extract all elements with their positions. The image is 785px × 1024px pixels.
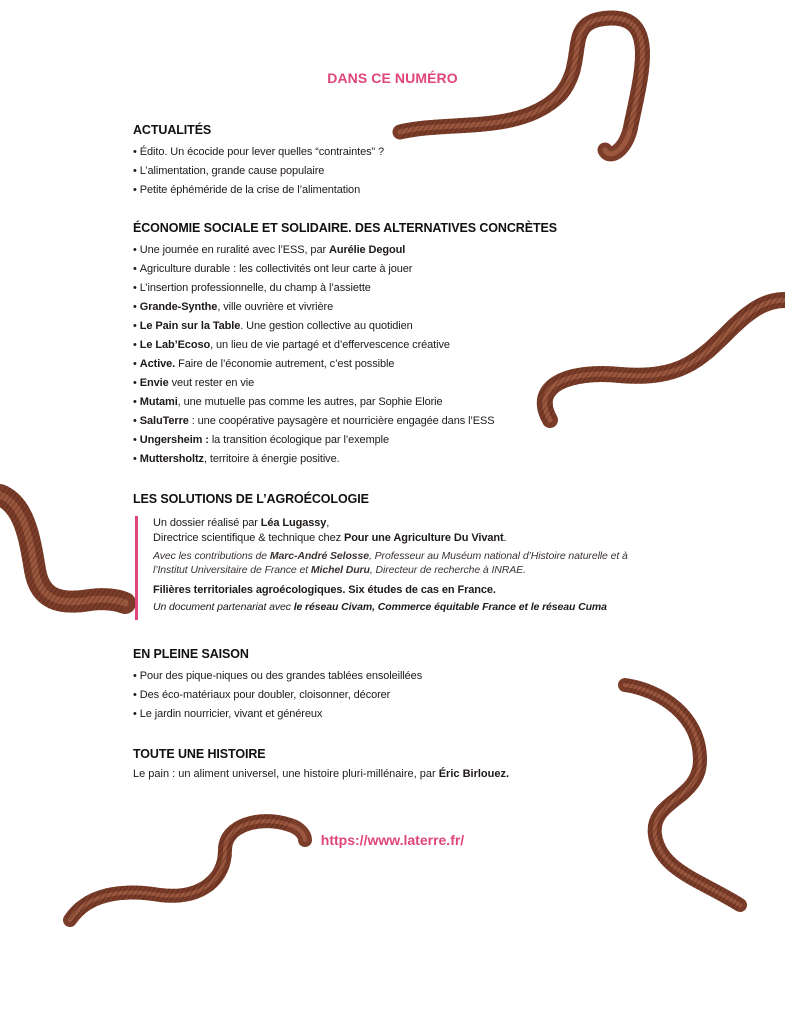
- bullet: •: [133, 415, 137, 427]
- list-item: • Ungersheim : la transition écologique par l’exemple: [133, 434, 390, 446]
- bullet: •: [133, 377, 137, 389]
- histoire-text: Le pain : un aliment universel, une histoire pluri-millénaire, par Éric Birlouez.: [133, 768, 510, 780]
- bullet: •: [133, 434, 137, 446]
- bullet: •: [133, 301, 137, 313]
- section-heading: ACTUALITÉS: [133, 123, 212, 137]
- dossier-role: Directrice scientifique & technique chez Pour une Agriculture Du Vivant.: [153, 531, 507, 544]
- bullet: •: [133, 708, 137, 720]
- list-item: • Agriculture durable : les collectivités ont leur carte à jouer: [133, 263, 413, 275]
- website-link[interactable]: https://www.laterre.fr/: [320, 832, 465, 848]
- list-item: • Le Pain sur la Table. Une gestion collective au quotidien: [133, 320, 413, 332]
- section-ess: [133, 221, 653, 469]
- bullet: •: [133, 339, 137, 351]
- bullet: •: [133, 453, 137, 465]
- list-item: • Édito. Un écocide pour lever quelles “contraintes” ?: [133, 146, 385, 158]
- section-heading: TOUTE UNE HISTOIRE: [133, 747, 266, 761]
- list-item: • Grande-Synthe, ville ouvrière et vivrière: [133, 301, 334, 313]
- section-histoire: [133, 747, 653, 782]
- item-list: [133, 143, 653, 200]
- list-item: • Pour des pique-niques ou des grandes tablées ensoleillées: [133, 670, 423, 682]
- bullet: •: [133, 165, 137, 177]
- item-list: [133, 667, 653, 724]
- page-title: DANS CE NUMÉRO: [327, 70, 458, 86]
- list-item: • L’insertion professionnelle, du champ à l’assiette: [133, 282, 371, 294]
- section-heading: LES SOLUTIONS DE L’AGROÉCOLOGIE: [133, 492, 369, 506]
- list-item: • Mutami, une mutuelle pas comme les autres, par Sophie Elorie: [133, 396, 443, 408]
- bullet: •: [133, 263, 137, 275]
- list-item: • Une journée en ruralité avec l’ESS, par Aurélie Degoul: [133, 244, 406, 256]
- section-actualites: [133, 123, 653, 200]
- list-item: • Des éco-matériaux pour doubler, cloisonner, décorer: [133, 689, 391, 701]
- worm-left: [0, 495, 125, 603]
- section-heading: ÉCONOMIE SOCIALE ET SOLIDAIRE. DES ALTERNATIVES CONCRÈTES: [133, 221, 557, 235]
- bullet: •: [133, 282, 137, 294]
- agro-dossier: [133, 516, 653, 614]
- list-item: • SaluTerre : une coopérative paysagère et nourricière engagée dans l’ESS: [133, 415, 495, 427]
- list-item: • Envie veut rester en vie: [133, 377, 255, 389]
- list-item: • Active. Faire de l’économie autrement, c’est possible: [133, 358, 395, 370]
- dossier-author: Un dossier réalisé par Léa Lugassy,: [153, 517, 330, 529]
- bullet: •: [133, 244, 137, 256]
- bullet: •: [133, 358, 137, 370]
- bullet: •: [133, 689, 137, 701]
- partenariat: Un document partenariat avec le réseau Civam, Commerce équitable France et le réseau Cuma: [153, 600, 607, 613]
- contributions: Avec les contributions de Marc-André Selosse, Professeur au Muséum national d’Histoire naturelle et à l’Institut Universitaire de France et Michel Duru, Directeur de recherche à INRAE.: [153, 550, 628, 576]
- list-item: • L’alimentation, grande cause populaire: [133, 165, 325, 177]
- list-item: • Le Lab’Ecoso, un lieu de vie partagé et d’effervescence créative: [133, 339, 450, 351]
- list-item: • Petite éphéméride de la crise de l’alimentation: [133, 184, 361, 196]
- accent-bar: [135, 516, 138, 620]
- section-agroecologie: [133, 492, 653, 614]
- bullet: •: [133, 396, 137, 408]
- item-list: [133, 241, 653, 469]
- filieres-title: Filières territoriales agroécologiques. Six études de cas en France.: [153, 584, 496, 596]
- bullet: •: [133, 670, 137, 682]
- section-heading: EN PLEINE SAISON: [133, 647, 249, 661]
- bullet: •: [133, 146, 137, 158]
- list-item: • Muttersholtz, territoire à énergie positive.: [133, 453, 340, 465]
- section-saison: [133, 647, 653, 724]
- list-item: • Le jardin nourricier, vivant et généreux: [133, 708, 323, 720]
- bullet: •: [133, 320, 137, 332]
- bullet: •: [133, 184, 137, 196]
